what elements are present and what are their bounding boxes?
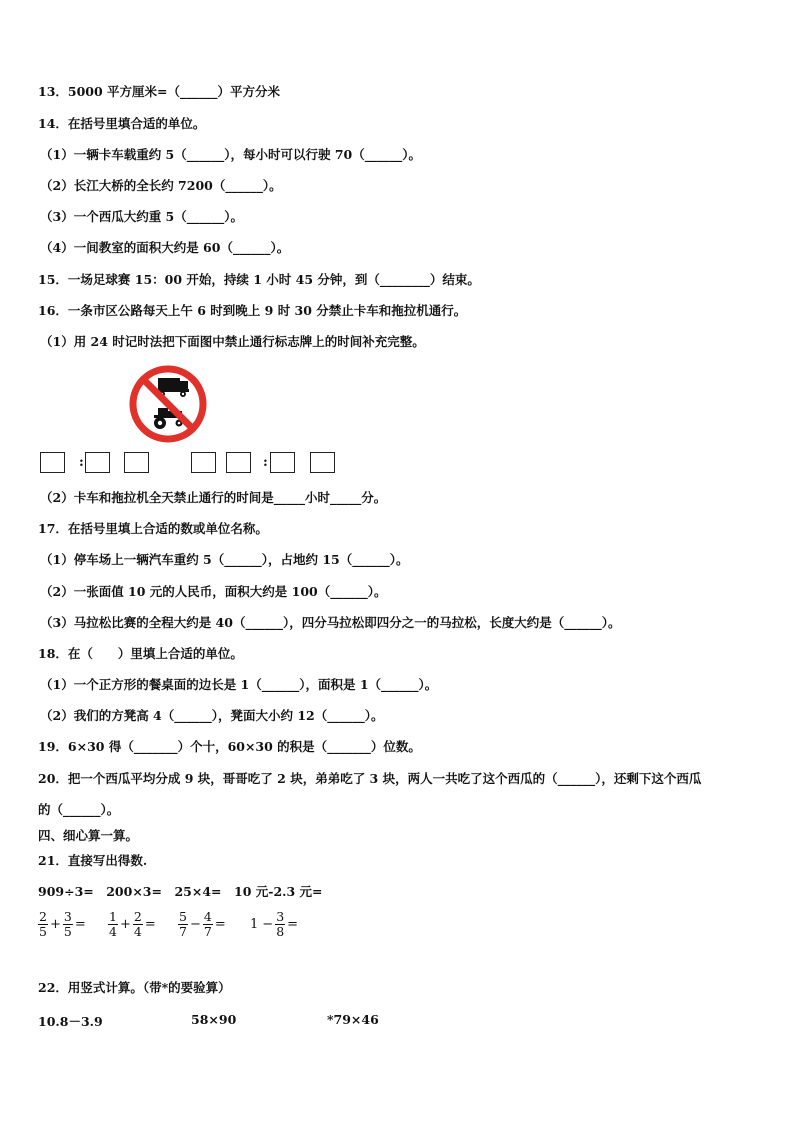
question-13: 13．5000 平方厘米=（______）平方分米 (38, 84, 281, 99)
question-21-title: 21．直接写出得数. (38, 853, 148, 868)
question-20-line1: 20．把一个西瓜平均分成 9 块，哥哥吃了 2 块，弟弟吃了 3 块，两人一共吃了这个西瓜的（______），还剩下这个西瓜 (38, 771, 702, 786)
time-box-5[interactable] (226, 452, 251, 473)
fraction: $\frac{2}{5}$ (39, 909, 47, 939)
fraction: $\frac{1}{4}$ (109, 909, 117, 939)
calc-2: 58×90 (191, 1012, 237, 1027)
fraction: $\frac{3}{8}$ (276, 909, 285, 939)
question-21-line1: 909÷3= 200×3= 25×4= 10 元-2.3 元= (38, 884, 323, 899)
time-colon-1: : (79, 455, 84, 470)
question-14-3: （3）一个西瓜大约重 5（______）。 (40, 209, 243, 224)
calc-3: *79×46 (327, 1012, 379, 1027)
no-trucks-tractors-sign-icon (128, 364, 208, 444)
section-4-heading: 四、细心算一算。 (38, 828, 139, 843)
fraction: $\frac{3}{5}$ (63, 909, 72, 939)
calc-1: 10.8－3.9 (38, 1014, 103, 1029)
question-20-line2: 的（______）。 (38, 802, 120, 817)
time-box-4[interactable] (191, 452, 216, 473)
question-14-2: （2）长江大桥的全长约 7200（______）。 (40, 178, 282, 193)
question-18-1: （1）一个正方形的餐桌面的边长是 1（______），面积是 1（______）。 (40, 677, 438, 692)
question-19: 19．6×30 得（_______）个十，60×30 的积是（_______）位数。 (38, 739, 421, 754)
time-box-7[interactable] (310, 452, 335, 473)
question-16-2: （2）卡车和拖拉机全天禁止通行的时间是_____小时_____分。 (40, 490, 387, 505)
question-17-3: （3）马拉松比赛的全程大约是 40（______），四分马拉松即四分之一的马拉松，长度大约是（______）。 (40, 615, 621, 630)
time-box-3[interactable] (124, 452, 149, 473)
question-16-1: （1）用 24 时记时法把下面图中禁止通行标志牌上的时间补充完整。 (40, 334, 425, 349)
question-17-title: 17．在括号里填上合适的数或单位名称。 (38, 521, 268, 536)
question-17-1: （1）停车场上一辆汽车重约 5（______），占地约 15（______）。 (40, 552, 409, 567)
question-15: 15．一场足球赛 15：00 开始，持续 1 小时 45 分钟，到（________）结束。 (38, 272, 480, 287)
fraction: $\frac{5}{7}$ (179, 909, 187, 939)
time-box-2[interactable] (85, 452, 110, 473)
question-18-2: （2）我们的方凳高 4（______），凳面大小约 12（______）。 (40, 708, 384, 723)
fraction: $\frac{2}{4}$ (133, 909, 142, 939)
time-box-6[interactable] (270, 452, 295, 473)
question-21-fractions: $\frac{2}{5}$ + $\frac{3}{5}$ = $\frac{1}{4}$ + $\frac{2}{4}$ = $\frac{5}{7}$ − $\frac{4}{7}$ = 1 − $\frac{3}{8}$ = (39, 909, 299, 939)
time-colon-2: : (263, 455, 268, 470)
question-14-4: （4）一间教室的面积大约是 60（______）。 (40, 240, 290, 255)
question-16-title: 16．一条市区公路每天上午 6 时到晚上 9 时 30 分禁止卡车和拖拉机通行。 (38, 303, 467, 318)
question-18-title: 18．在（ ）里填上合适的单位。 (38, 646, 243, 661)
time-box-1[interactable] (40, 452, 65, 473)
question-17-2: （2）一张面值 10 元的人民币，面积大约是 100（______）。 (40, 584, 387, 599)
question-22-title: 22．用竖式计算。（带*的要验算） (38, 980, 231, 995)
question-14-title: 14．在括号里填合适的单位。 (38, 116, 206, 131)
fraction: $\frac{4}{7}$ (203, 909, 212, 939)
question-14-1: （1）一辆卡车载重约 5（______），每小时可以行驶 70（______）。 (40, 147, 421, 162)
